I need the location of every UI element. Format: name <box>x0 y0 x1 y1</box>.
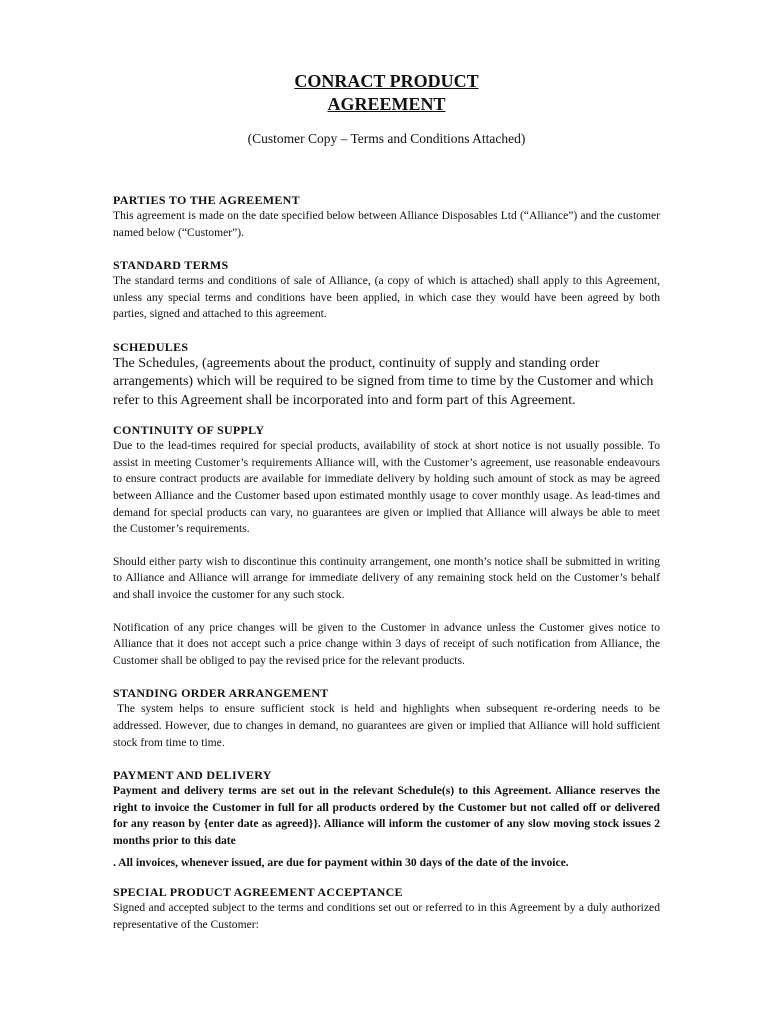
section-heading: SPECIAL PRODUCT AGREEMENT ACCEPTANCE <box>113 885 403 900</box>
section-heading: SCHEDULES <box>113 339 189 354</box>
section-heading: STANDARD TERMS <box>113 258 229 273</box>
document-title <box>113 70 660 116</box>
section-parties <box>113 192 660 241</box>
document-content <box>113 70 660 933</box>
section-text: The standard terms and conditions of sale of Alliance, (a copy of which is attached) shall apply to this Agreement, unless any special terms and conditions have been applied, in which case they would have been agreed by both parties, signed and attached to this agreement. <box>113 274 660 321</box>
section-text: . All invoices, whenever issued, are due for payment within 30 days of the date of the invoice. <box>113 856 569 870</box>
document-subtitle: (Customer Copy – Terms and Conditions Attached) <box>247 131 526 146</box>
section-text: This agreement is made on the date specified below between Alliance Disposables Ltd (“Alliance”) and the customer named below (“Customer”). <box>113 209 660 239</box>
section-heading: PARTIES TO THE AGREEMENT <box>113 193 300 207</box>
section-text: The Schedules, (agreements about the product, continuity of supply and standing order arrangements) which will be required to be signed from time to time by the Customer and which refer to this Agreement shall be incorporated into and form part of this Agreement. <box>113 355 654 408</box>
section-acceptance <box>113 884 660 933</box>
section-standard-terms <box>113 257 660 323</box>
section-text: Signed and accepted subject to the terms and conditions set out or referred to in this Agreement by a duly authorized representative of the Customer: <box>113 901 660 931</box>
section-text: Notification of any price changes will be given to the Customer in advance unless the Customer gives notice to Alliance that it does not accept such a price change within 3 days of receipt of such notification from Alliance, the Customer shall be obliged to pay the revised price for the relevant products. <box>113 620 660 667</box>
section-heading: PAYMENT AND DELIVERY <box>113 768 272 783</box>
section-continuity <box>113 422 660 669</box>
section-text: Should either party wish to discontinue this continuity arrangement, one month’s notice shall be submitted in writing to Alliance and Alliance will arrange for immediate delivery of any remaining stock held on the Customer’s behalf and shall invoice the customer for any such stock. <box>113 554 660 601</box>
section-payment <box>113 767 660 872</box>
title-line-2: AGREEMENT <box>327 94 446 114</box>
section-text: Due to the lead-times required for special products, availability of stock at short notice is not usually possible. To assist in meeting Customer’s requirements Alliance will, with the Customer’s agreement, use reasonable endeavours to ensure contract products are available for immediate delivery by holding such amount of stock as may be agreed between Alliance and the Customer based upon estimated monthly usage to cover monthly usage. As lead-times and demand for special products can vary, no guarantees are given or implied that Alliance will always be able to meet the Customer’s requirements. <box>113 439 660 536</box>
section-heading: STANDING ORDER ARRANGEMENT <box>113 686 329 701</box>
title-line-1: CONRACT PRODUCT <box>294 71 479 91</box>
section-schedules <box>113 339 660 410</box>
section-text: Payment and delivery terms are set out in the relevant Schedule(s) to this Agreement. Alliance reserves the right to invoice the Customer in full for all products ordered by the Customer but not called off or delivered for any reason by {enter date as agreed}}. Alliance will inform the customer of any slow moving stock issues 2 months prior to this date <box>113 784 660 847</box>
section-standing-order <box>113 685 660 751</box>
section-text: The system helps to ensure sufficient stock is held and highlights when subsequent re-ordering needs to be addressed. However, due to changes in demand, no guarantees are given or implied that Alliance will hold sufficient stock from time to time. <box>113 702 660 749</box>
section-heading: CONTINUITY OF SUPPLY <box>113 423 265 438</box>
